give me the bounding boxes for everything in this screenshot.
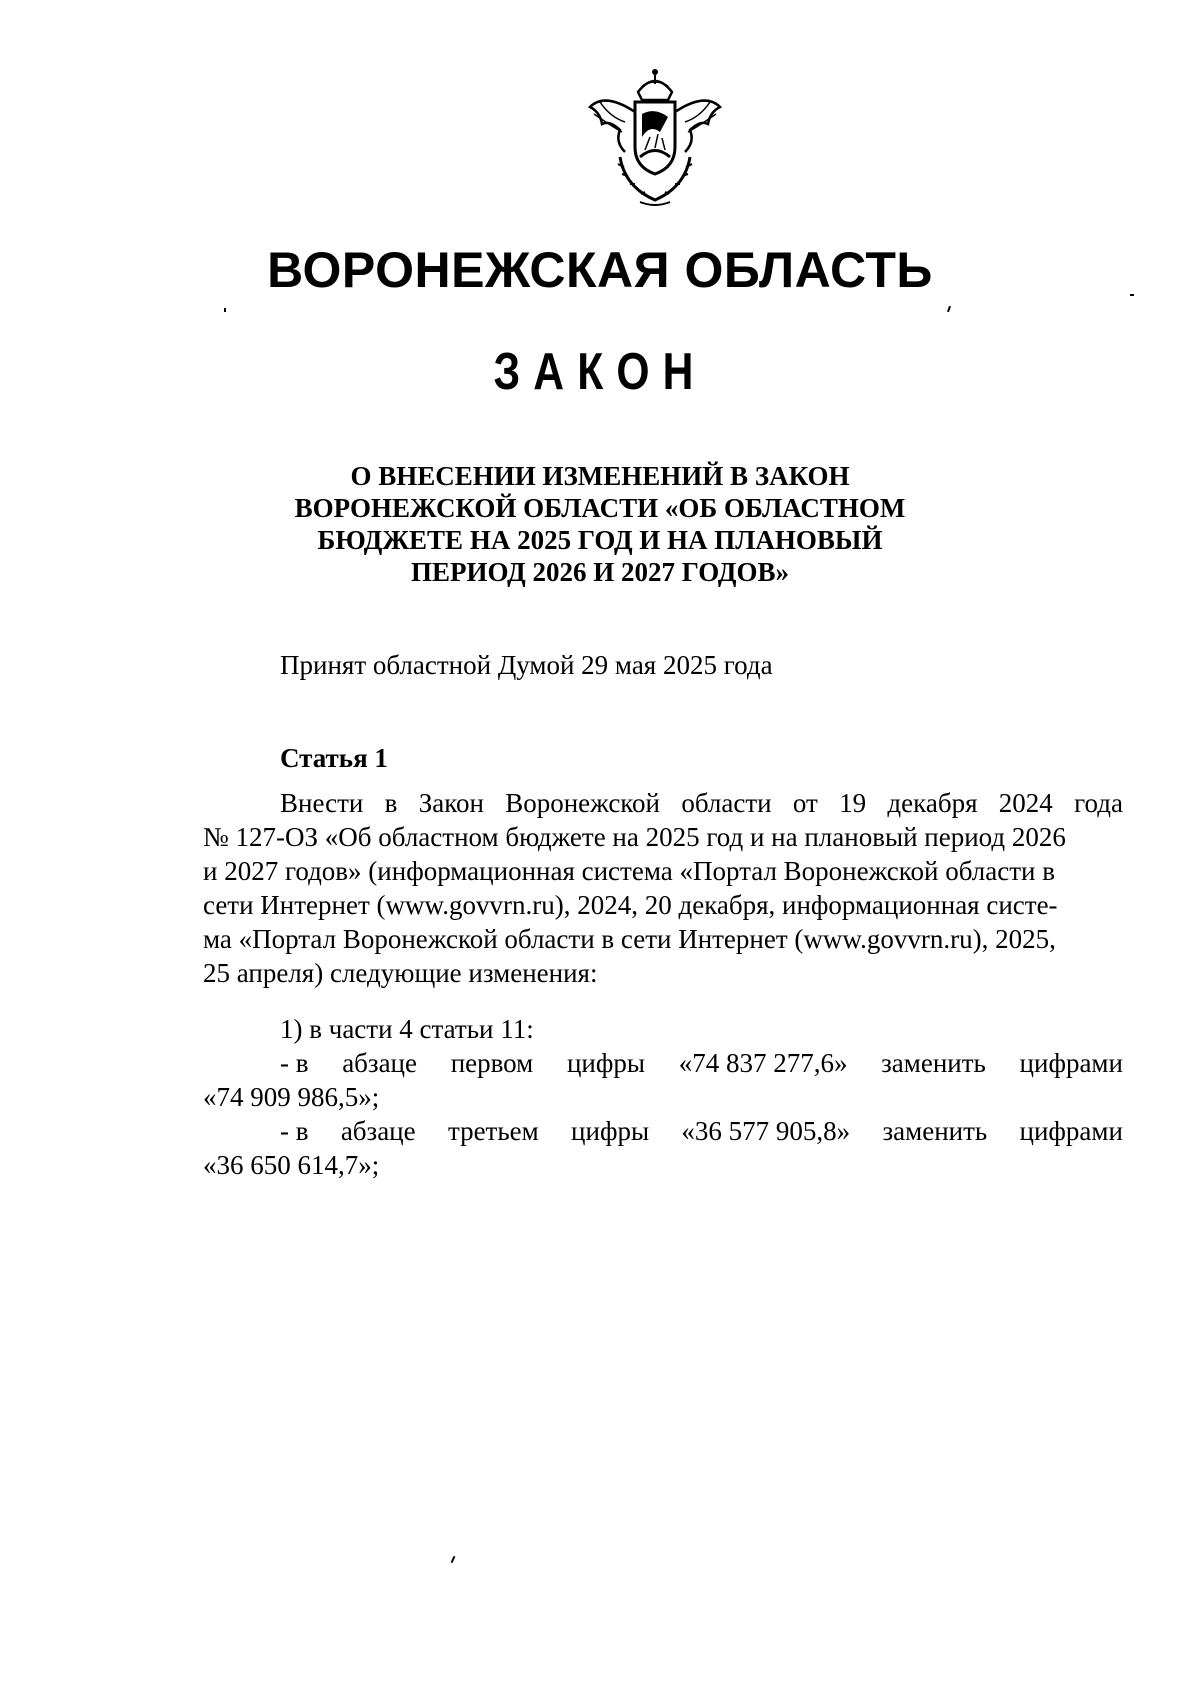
word: Воронежской [505,788,661,818]
law-title-line: ПЕРИОД 2026 И 2027 ГОДОВ» [411,557,789,587]
paragraph-line: сети Интернет (www.govvrn.ru), 2024, 20 декабря, информационная систе- [203,890,1058,920]
document-type-heading: ЗАКОН [493,343,707,401]
word: Закон [418,788,484,818]
word: от [792,788,818,818]
amendment-list [203,1012,1123,1182]
law-title [250,460,950,588]
word: в [384,788,398,818]
paragraph-line [280,786,1123,820]
word: первом [450,1048,534,1078]
list-item-heading: 1) в части 4 статьи 11: [280,1014,534,1044]
list-item-continuation: «74 909 986,5»; [203,1082,380,1112]
article-heading: Статья 1 [280,743,388,773]
word: «74 837 277,6» [678,1048,848,1078]
word: абзаце [342,1048,417,1078]
scan-speck [451,1556,456,1563]
adoption-note: Принят областной Думой 29 мая 2025 года [280,650,773,680]
word: области [681,788,772,818]
word: третьем [447,1116,539,1146]
word: 2024 [998,788,1053,818]
region-name-heading: ВОРОНЕЖСКАЯ ОБЛАСТЬ [267,242,933,298]
scan-speck [224,308,226,312]
paragraph-line: ма «Портал Воронежской области в сети Интернет (www.govvrn.ru), 2025, [203,924,1056,954]
word: цифры [566,1048,645,1078]
list-item [280,1046,1123,1080]
word: года [1074,788,1123,818]
word: Внести [280,788,364,818]
paragraph-line: 25 апреля) следующие изменения: [203,958,598,988]
word: - в [280,1048,309,1078]
coat-of-arms-emblem [580,62,730,212]
paragraph-line: № 127-ОЗ «Об областном бюджете на 2025 год и на плановый период 2026 [203,822,1066,852]
list-item-continuation: «36 650 614,7»; [203,1150,380,1180]
paragraph-line: и 2027 годов» (информационная система «Портал Воронежской области в [203,856,1055,886]
word: цифрами [1019,1048,1123,1078]
word: цифры [571,1116,650,1146]
scan-speck [1130,294,1134,296]
word: - в [280,1116,309,1146]
word: цифрами [1019,1116,1123,1146]
article-paragraph [203,786,1123,990]
word: 19 [839,788,867,818]
law-title-line: О ВНЕСЕНИИ ИЗМЕНЕНИЙ В ЗАКОН [350,461,850,491]
word: «36 577 905,8» [681,1116,851,1146]
word: декабря [887,788,978,818]
law-title-line: ВОРОНЕЖСКОЙ ОБЛАСТИ «ОБ ОБЛАСТНОМ [294,493,906,523]
scan-speck [947,306,951,312]
law-title-line: БЮДЖЕТЕ НА 2025 ГОД И НА ПЛАНОВЫЙ [317,525,883,555]
list-item [280,1114,1123,1148]
word: заменить [882,1116,988,1146]
word: абзаце [340,1116,416,1146]
word: заменить [881,1048,986,1078]
